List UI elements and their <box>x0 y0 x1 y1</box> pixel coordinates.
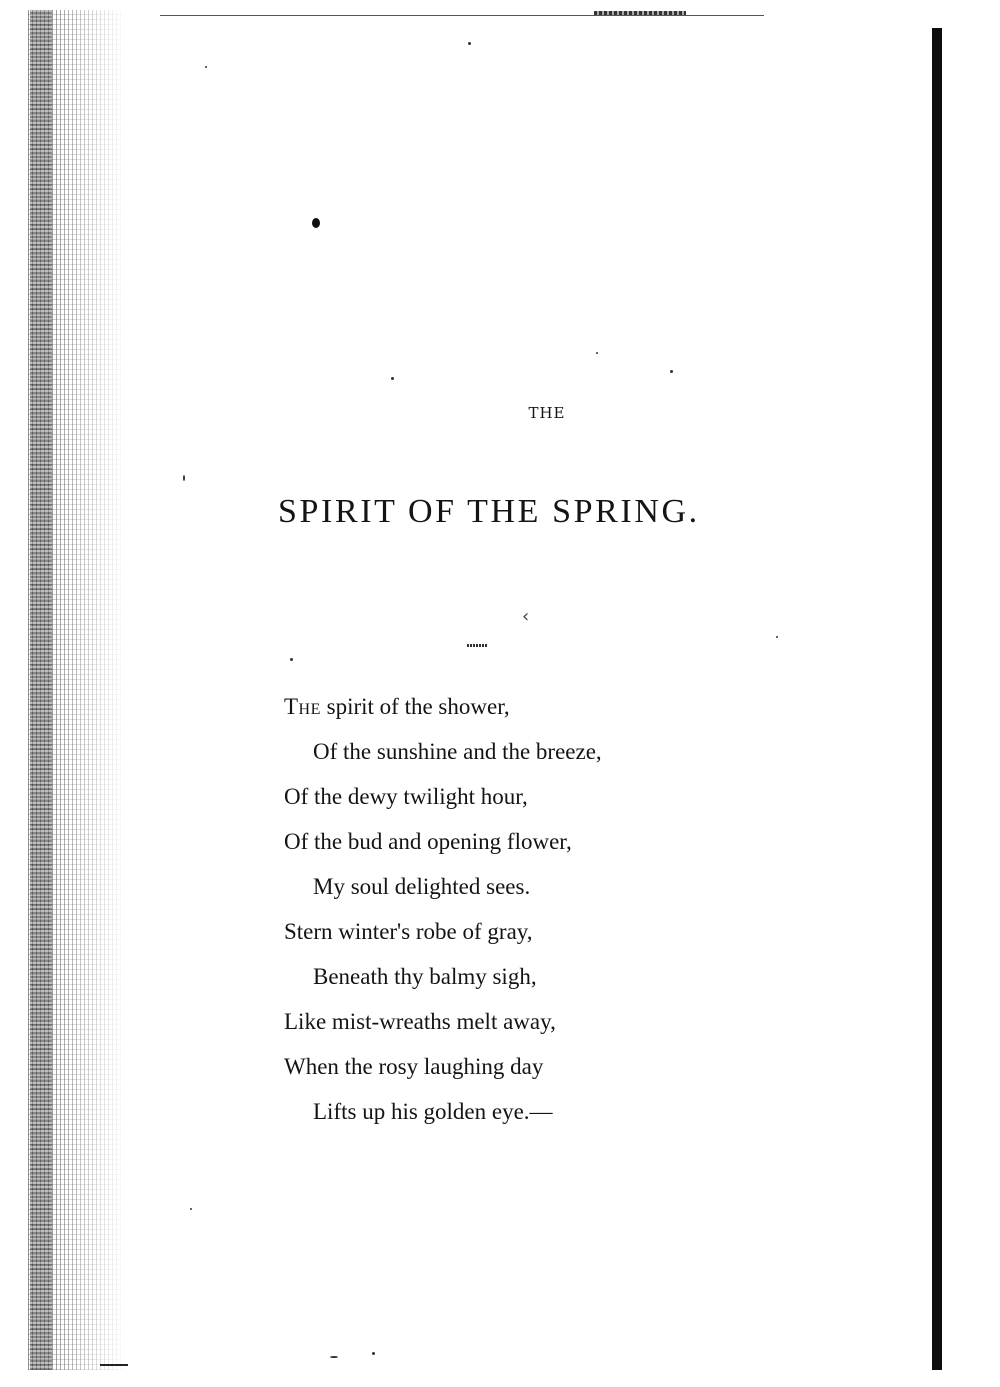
poem-line-text: Of the dewy twilight hour, <box>284 784 528 809</box>
right-page-edge <box>932 28 942 1370</box>
poem-line-text: Of the sunshine and the breeze, <box>313 739 602 764</box>
poem-line <box>284 915 844 960</box>
stray-mark: ‹ <box>522 606 530 627</box>
ink-speck <box>372 1352 375 1355</box>
top-rule-smudge <box>594 11 686 15</box>
ornament-mark <box>467 644 487 647</box>
ink-speck <box>183 475 185 481</box>
poem-line <box>284 960 844 1005</box>
ink-speck <box>330 1356 338 1358</box>
ink-speck <box>190 1208 192 1210</box>
poem-line-text: Lifts up his golden eye.— <box>313 1099 553 1124</box>
poem-line <box>284 735 844 780</box>
ink-speck <box>290 658 293 661</box>
ink-speck <box>205 66 207 68</box>
poem-line <box>284 690 844 735</box>
poem-line-text: Beneath thy balmy sigh, <box>313 964 537 989</box>
poem-line <box>284 825 844 870</box>
poem-line-text: Stern winter's robe of gray, <box>284 919 533 944</box>
top-rule <box>160 15 764 16</box>
ink-speck <box>670 370 673 373</box>
poem-line-text: Like mist-wreaths melt away, <box>284 1009 556 1034</box>
binding-edge-foot-mark <box>100 1364 128 1366</box>
poem-line-text: Of the bud and opening flower, <box>284 829 572 854</box>
poem-line <box>284 780 844 825</box>
poem-line <box>284 1005 844 1050</box>
ink-speck <box>312 218 320 228</box>
page-title: SPIRIT OF THE SPRING. <box>278 493 700 530</box>
ink-speck <box>391 377 394 380</box>
heading-the: THE <box>528 404 566 422</box>
poem-line <box>284 870 844 915</box>
poem-line-text: spirit of the shower, <box>320 694 510 719</box>
ink-speck <box>776 636 778 638</box>
ink-speck <box>468 42 471 45</box>
initial-word: The <box>284 694 321 719</box>
poem-stanza <box>284 690 844 1140</box>
ink-speck <box>596 352 598 354</box>
poem-line <box>284 1095 844 1140</box>
binding-edge-dark-strip <box>30 10 52 1370</box>
poem-line-text: When the rosy laughing day <box>284 1054 544 1079</box>
poem-line <box>284 1050 844 1095</box>
poem-line-text: My soul delighted sees. <box>313 874 531 899</box>
